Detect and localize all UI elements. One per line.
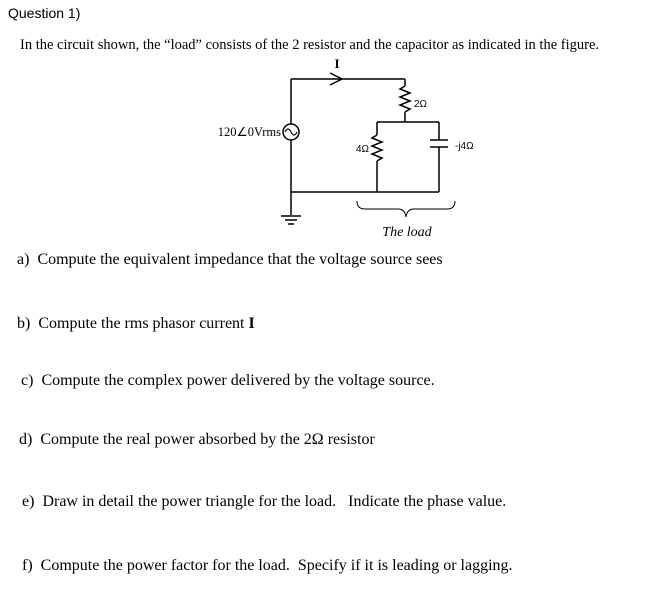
part-b-text: Compute the rms phasor current	[38, 315, 245, 332]
part-a-label: a)	[17, 251, 30, 268]
part-c-text: Compute the complex power delivered by the voltage source.	[41, 372, 435, 389]
part-f-text: Compute the power factor for the load. Specify if it is leading or lagging.	[40, 557, 513, 574]
part-a	[17, 251, 443, 269]
question-intro: In the circuit shown, the “load” consists of the 2 resistor and the capacitor as indicated in the figure.	[20, 37, 600, 53]
sine-wave-icon	[285, 129, 297, 135]
part-e-label: e)	[22, 493, 35, 510]
current-label: I	[334, 56, 340, 71]
question-title: Question 1)	[8, 5, 81, 21]
part-e-text: Draw in detail the power triangle for the load. Indicate the phase value.	[42, 493, 507, 510]
part-b-current-symbol: I	[248, 315, 255, 332]
part-f-label: f)	[22, 557, 33, 574]
part-d-text: Compute the real power absorbed by the 2Ω resistor	[40, 431, 375, 448]
resistor-2ohm	[400, 86, 410, 112]
part-d-label: d)	[19, 431, 33, 448]
capacitor-label: -j4Ω	[455, 141, 474, 152]
part-d	[19, 431, 375, 449]
load-brace	[357, 201, 455, 217]
part-b	[17, 315, 255, 333]
load-label: The load	[382, 225, 432, 240]
part-e	[22, 493, 506, 511]
ground-icon	[281, 216, 301, 224]
resistor-4ohm	[372, 135, 382, 161]
part-f	[22, 557, 513, 575]
source-label: 120∠0Vrms	[217, 125, 281, 139]
resistor-4ohm-label: 4Ω	[355, 144, 369, 155]
part-a-text: Compute the equivalent impedance that the voltage source sees	[37, 251, 443, 268]
resistor-2ohm-label: 2Ω	[414, 99, 428, 110]
part-c-label: c)	[21, 372, 34, 389]
part-b-label: b)	[17, 315, 31, 332]
circuit-diagram	[0, 0, 660, 245]
part-c	[21, 372, 435, 390]
